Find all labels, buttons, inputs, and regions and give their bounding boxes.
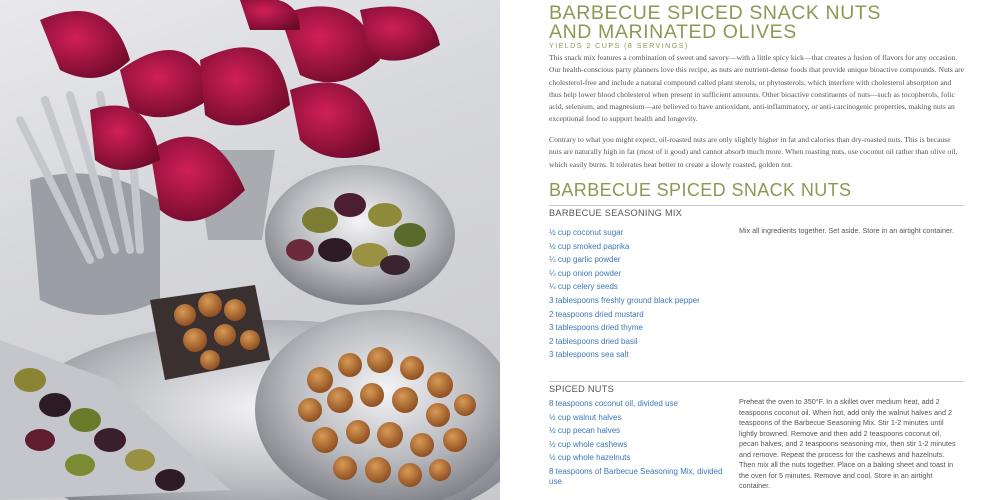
seasoning-ingredient: ½ cup smoked paprika xyxy=(549,241,630,251)
yields-label: YIELDS 2 CUPS (8 SERVINGS) xyxy=(549,41,689,50)
nuts-ingredient: ½ cup whole cashews xyxy=(549,439,628,449)
nuts-ingredient: 8 teaspoons coconut oil, divided use xyxy=(549,399,678,408)
seasoning-ingredient: 3 tablespoons sea salt xyxy=(549,350,629,360)
nuts-ingredient: 8 teaspoons of Barbecue Seasoning Mix, divided use xyxy=(549,466,723,486)
nuts-ingredient: ½ cup pecan halves xyxy=(549,426,621,436)
nuts-instructions: Preheat the oven to 350°F. In a skillet over medium heat, add 2 teaspoons coconut oil. When hot, add only the walnut halves and 2 teaspoons of the Barbecue Seasoning Mix. Stir 1-2 minutes until lightly browned. Remove and then add 2 teaspoons coconut oil, pecan halves, and 2 teaspoons seasoning mix, then stir 1-2 minutes and remove. Repeat the process for the cashews and hazelnuts. Then mix all the nuts together. Place on a baking sheet and toast in the oven for 5 minutes. Remove and cool. Store in an airtight container. xyxy=(739,397,956,490)
nuts-ingredient: ½ cup whole hazelnuts xyxy=(549,453,631,463)
nuts-ingredients-list xyxy=(549,399,724,491)
seasoning-ingredient: 2 tablespoons dried basil xyxy=(549,336,638,346)
seasoning-ingredient: 2 teaspoons dried mustard xyxy=(549,309,644,319)
seasoning-ingredient: 3 tablespoons dried thyme xyxy=(549,323,643,333)
seasoning-ingredient: ½ cup coconut sugar xyxy=(549,228,624,237)
recipe-page xyxy=(533,0,973,500)
nuts-ingredient: ½ cup walnut halves xyxy=(549,412,622,422)
intro-paragraph-1: This snack mix features a combination of sweet and savory—with a little spicy kick—that creates a fusion of flavors for any occasion. Our health-conscious party planners love this recipe, as nuts are nutrient-dense foods that provide unique bioactive compounds. Nuts are cholesterol-free and include a natural compound called plant sterols, or phytosterols, which interfere with cholesterol absorption and thus help lower blood cholesterol when present in sufficient amounts. Other bioactive constituents of nuts—such as tocopherols, folic acid, selenium, and magnesium—are believed to have antioxidant, anti-inflammatory, or anti-carcinogenic properties, making nuts an exceptional food to support health and longevity. xyxy=(549,53,965,124)
recipe-title-line-2: AND MARINATED OLIVES xyxy=(549,21,797,43)
seasoning-instructions: Mix all ingredients together. Set aside. Store in an airtight container. xyxy=(739,226,954,235)
seasoning-ingredient: ¼ cup celery seeds xyxy=(549,282,618,292)
recipe-title-line-1: BARBECUE SPICED SNACK NUTS xyxy=(549,2,881,24)
seasoning-ingredient: 3 tablespoons freshly ground black pepper xyxy=(549,295,700,305)
seasoning-ingredients-list xyxy=(549,228,724,364)
seasoning-ingredient: ¼ cup garlic powder xyxy=(549,255,621,265)
spiced-nuts-heading: SPICED NUTS xyxy=(549,384,615,394)
olive-bowl xyxy=(265,165,455,305)
recipe-title xyxy=(549,4,881,42)
seasoning-heading: BARBECUE SEASONING MIX xyxy=(549,208,683,218)
section-divider xyxy=(549,205,964,206)
section-title: BARBECUE SPICED SNACK NUTS xyxy=(549,180,852,200)
subsection-divider xyxy=(549,381,964,382)
intro-paragraph-2: Contrary to what you might expect, oil-roasted nuts are only slightly higher in fat and calories than dry-roasted nuts. This is because nuts are naturally high in fat (most of it good) and cannot absorb much more. When roasting nuts, use coconut oil rather than olive oil, which easily burns. It tolerates heat better to create a slowly roasted, golden nut. xyxy=(549,135,958,169)
seasoning-ingredient: ¼ cup onion powder xyxy=(549,268,622,278)
